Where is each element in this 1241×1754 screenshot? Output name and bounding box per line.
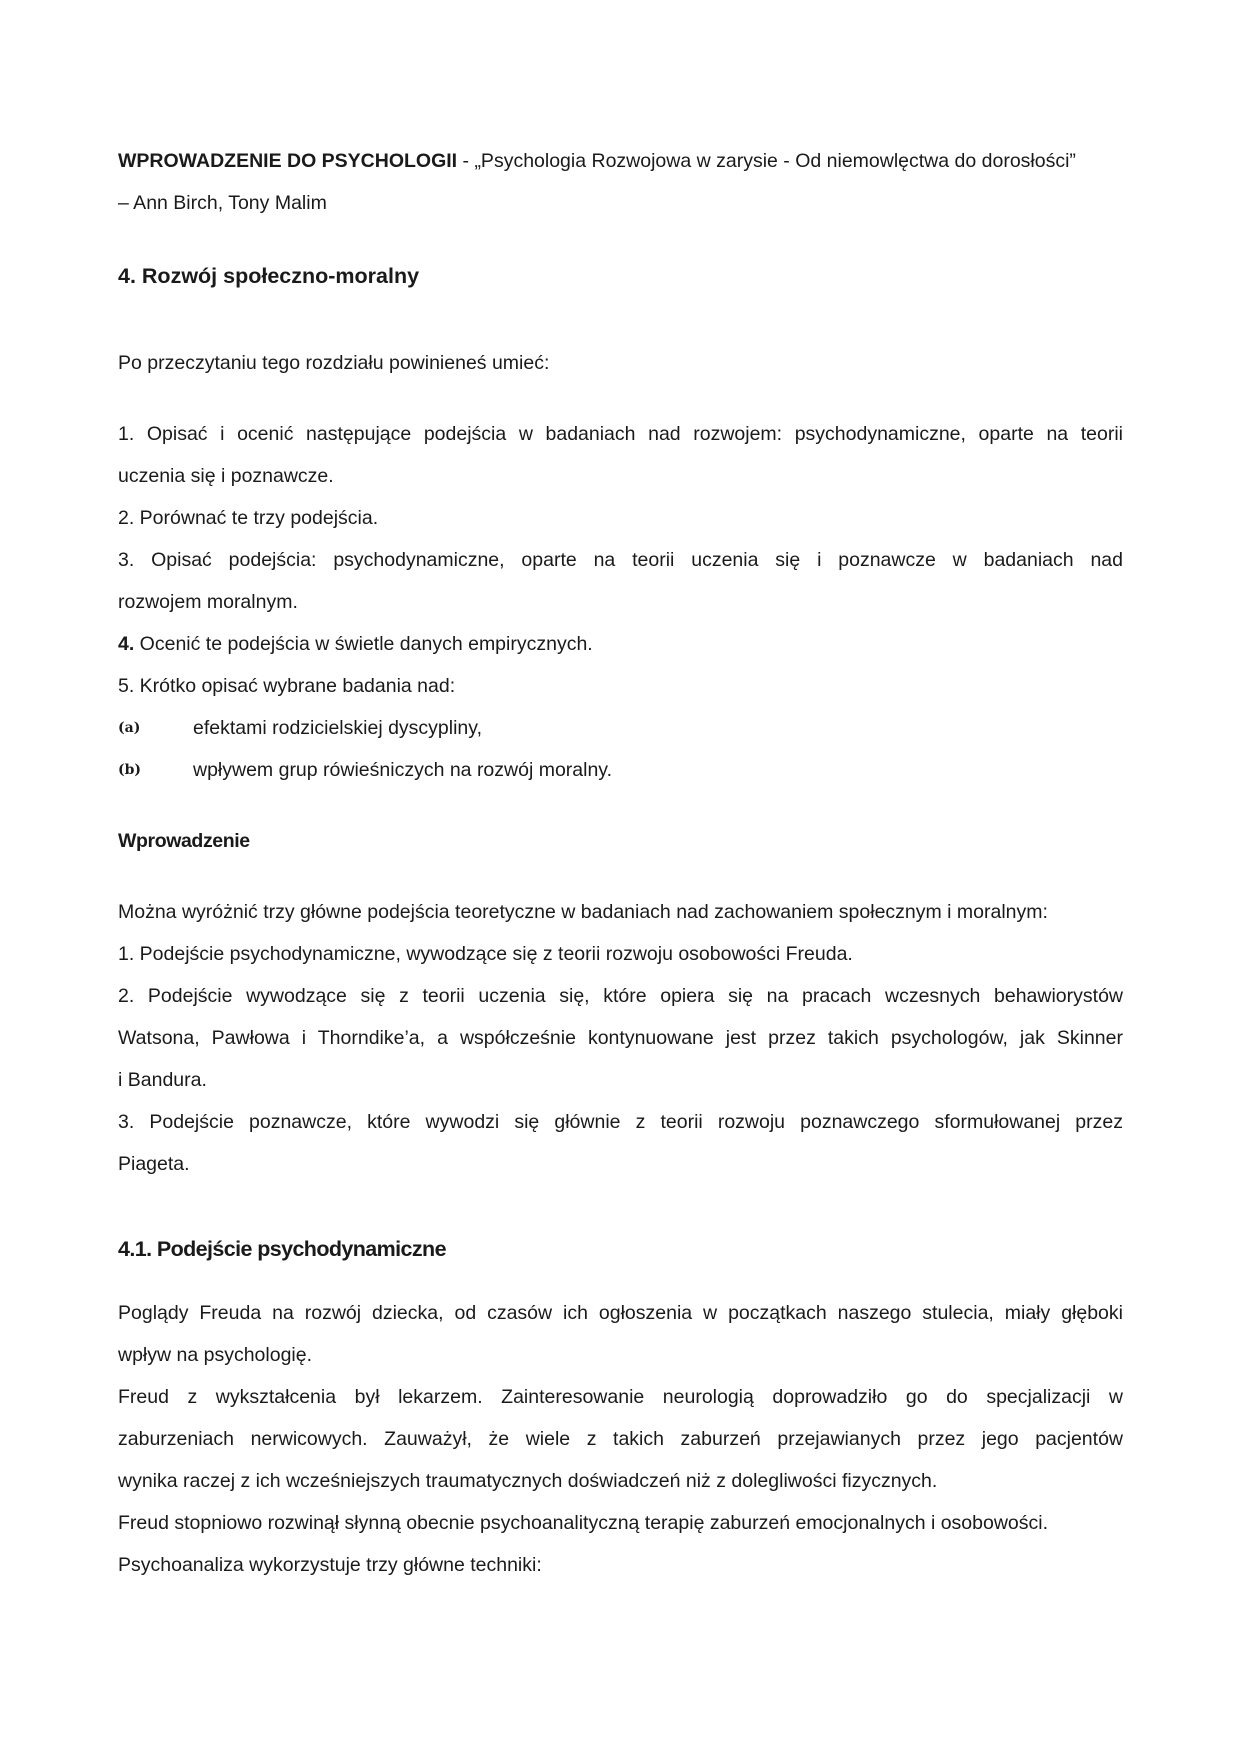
objective-4-text: Ocenić te podejścia w świetle danych empirycznych. <box>134 633 593 655</box>
sub-item-a-text: efektami rodzicielskiej dyscypliny, <box>193 717 482 739</box>
s41-p2-line-1: Freud z wykształcenia był lekarzem. Zainteresowanie neurologią doprowadziło go do specjalizacji w <box>118 1386 1123 1408</box>
objective-1-line-1: 1. Opisać i ocenić następujące podejścia w badaniach nad rozwojem: psychodynamiczne, oparte na teorii <box>118 423 1123 445</box>
intro-heading: Wprowadzenie <box>118 830 250 852</box>
objective-4 <box>118 631 593 657</box>
s41-p2-line-3: wynika raczej z ich wcześniejszych traumatycznych doświadczeń niż z dolegliwości fizycznych. <box>118 1470 938 1492</box>
s41-p3: Freud stopniowo rozwinął słynną obecnie psychoanalityczną terapię zaburzeń emocjonalnych i osobowości. <box>118 1512 1049 1534</box>
intro-p4-line-1: 3. Podejście poznawcze, które wywodzi się głównie z teorii rozwoju poznawczego sformułowanej przez <box>118 1111 1123 1133</box>
objective-2: 2. Porównać te trzy podejścia. <box>118 507 379 529</box>
objective-3-line-1: 3. Opisać podejścia: psychodynamiczne, oparte na teorii uczenia się i poznawcze w badaniach nad <box>118 549 1123 571</box>
sub-item-b-marker: (b) <box>118 762 142 778</box>
objective-5: 5. Krótko opisać wybrane badania nad: <box>118 675 456 697</box>
authors: – Ann Birch, Tony Malim <box>118 192 327 214</box>
intro-p3-line-2: Watsona, Pawłowa i Thorndike’a, a współcześnie kontynuowane jest przez takich psychologów, jak Skinner <box>118 1027 1123 1049</box>
chapter-intro: Po przeczytaniu tego rozdziału powinieneś umieć: <box>118 352 550 374</box>
intro-p3-line-1: 2. Podejście wywodzące się z teorii uczenia się, które opiera się na pracach wczesnych behawiorystów <box>118 985 1123 1007</box>
document-title <box>118 148 1076 174</box>
intro-p1: Można wyróżnić trzy główne podejścia teoretyczne w badaniach nad zachowaniem społecznym i moralnym: <box>118 901 1048 923</box>
intro-p2: 1. Podejście psychodynamiczne, wywodzące się z teorii rozwoju osobowości Freuda. <box>118 943 853 965</box>
intro-p4-line-2: Piageta. <box>118 1153 190 1175</box>
intro-p3-line-3: i Bandura. <box>118 1069 207 1091</box>
section-41-heading: 4.1. Podejście psychodynamiczne <box>118 1237 446 1261</box>
objective-4-number: 4. <box>118 633 135 655</box>
s41-p4: Psychoanaliza wykorzystuje trzy główne techniki: <box>118 1554 542 1576</box>
title-rest: - „Psychologia Rozwojowa w zarysie - Od niemowlęctwa do dorosłości” <box>457 150 1076 172</box>
sub-item-b-text: wpływem grup rówieśniczych na rozwój moralny. <box>193 759 613 781</box>
sub-item-a-marker: (a) <box>118 720 141 736</box>
s41-p2-line-2: zaburzeniach nerwicowych. Zauważył, że wiele z takich zaburzeń przejawianych przez jego pacjentów <box>118 1428 1123 1450</box>
objective-3-line-2: rozwojem moralnym. <box>118 591 298 613</box>
chapter-heading: 4. Rozwój społeczno-moralny <box>118 264 420 288</box>
objective-1-line-2: uczenia się i poznawcze. <box>118 465 334 487</box>
title-bold: WPROWADZENIE DO PSYCHOLOGII <box>118 150 458 172</box>
s41-p1-line-1: Poglądy Freuda na rozwój dziecka, od czasów ich ogłoszenia w początkach naszego stulecia, miały głęboki <box>118 1302 1123 1324</box>
s41-p1-line-2: wpływ na psychologię. <box>118 1344 313 1366</box>
